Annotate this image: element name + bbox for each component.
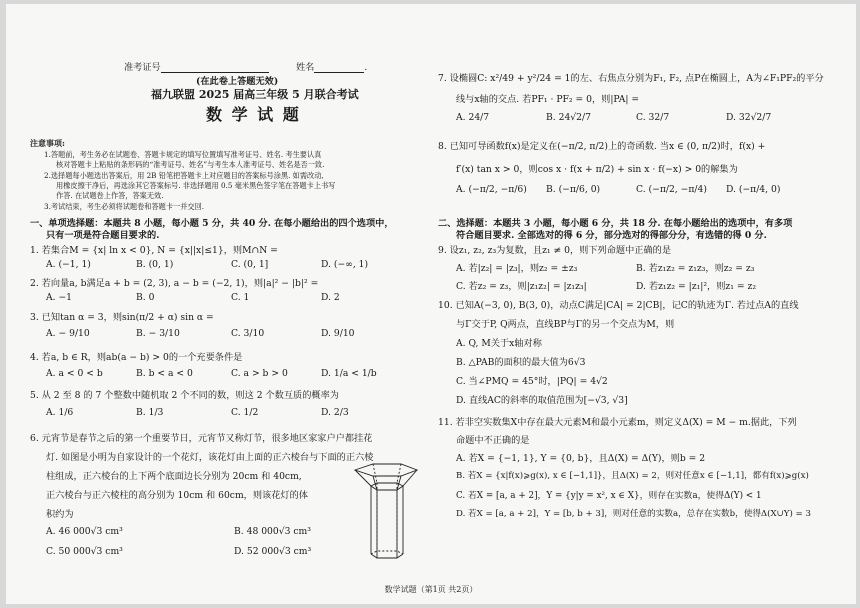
q8-option-b[interactable]: B. (−π/6, 0)	[546, 184, 601, 195]
q6-option-a[interactable]: A. 46 000√3 cm³	[46, 526, 123, 537]
q7-option-d[interactable]: D. 32√2/7	[726, 112, 772, 123]
name-row: 姓名 .	[296, 62, 368, 73]
question-10-line2: 与Γ交于P, Q两点，直线BP与Γ的另一个交点为M，则	[456, 319, 675, 330]
section2-title: 二、选择题：本题共 3 小题，每小题 6 分，共 18 分. 在每小题给出的选项中，有多项	[438, 218, 793, 229]
q11-option-c[interactable]: C. 若X = [a, a + 2]，Y = {y|y = x², x ∈ X}，则存在实数a，使得Δ(Y) < 1	[456, 491, 762, 501]
q9-option-d[interactable]: D. 若z₁z₂ = |z₁|²，则z₁ = z₂	[636, 281, 757, 292]
lantern-figure	[351, 462, 421, 567]
note-line: 1.答题前，考生务必在试题卷、答题卡规定的填写位置填写准考证号、姓名. 考生要认真	[44, 150, 322, 159]
question-6-line: 柱组成，正六棱台的上下两个底面边长分别为 20cm 和 40cm,	[46, 471, 302, 482]
q4-option-b[interactable]: B. b < a < 0	[136, 368, 193, 379]
q10-option-a[interactable]: A. Q, M关于x轴对称	[456, 338, 542, 349]
q7-option-c[interactable]: C. 32/7	[636, 112, 670, 123]
question-5-stem: 5. 从 2 至 8 的 7 个整数中随机取 2 个不同的数，则这 2 个数互质的概率为	[30, 390, 339, 401]
note-line: 用橡皮擦干净后，再选涂其它答案标号. 非选择题用 0.5 毫米黑色签字笔在答题卡上书写	[56, 181, 336, 190]
q2-option-c[interactable]: C. 1	[231, 292, 250, 303]
admission-number-row	[124, 59, 269, 73]
q7-option-b[interactable]: B. 24√2/7	[546, 112, 591, 123]
section1-title-2: 只有一项是符合题目要求的.	[46, 230, 160, 241]
q6-option-b[interactable]: B. 48 000√3 cm³	[234, 526, 311, 537]
q10-option-b[interactable]: B. △PAB的面积的最大值为6√3	[456, 357, 586, 368]
exam-title: 福九联盟 2025 届高三年级 5 月联合考试	[151, 88, 359, 101]
question-8-line2: f′(x) tan x > 0，则cos x · f(x + π/2) + sin x · f(−x) > 0的解集为	[456, 164, 738, 175]
note-line: 作答. 在试题卷上作答，答案无效.	[56, 191, 164, 200]
note-line: 3.考试结束，考生必须将试题卷和答题卡一并交回.	[44, 202, 205, 211]
q1-option-d[interactable]: D. (−∞, 1)	[321, 259, 369, 270]
question-4-stem: 4. 若a, b ∈ R，则ab(a − b) > 0的一个充要条件是	[30, 352, 243, 363]
q11-option-a[interactable]: A. 若X = {−1, 1}, Y = {0, b}，且Δ(X) = Δ(Y)，则b = 2	[456, 453, 706, 464]
q1-option-c[interactable]: C. (0, 1]	[231, 259, 269, 270]
q5-option-b[interactable]: B. 1/3	[136, 407, 164, 418]
q8-option-a[interactable]: A. (−π/2, −π/6)	[456, 184, 527, 195]
question-10-line1: 10. 已知A(−3, 0), B(3, 0)，动点C满足|CA| = 2|CB|，记C的轨迹为Γ. 若过点A的直线	[438, 300, 799, 311]
q8-option-c[interactable]: C. (−π/2, −π/4)	[636, 184, 707, 195]
q8-option-d[interactable]: D. (−π/4, 0)	[726, 184, 781, 195]
section1-title: 一、单项选择题：本题共 8 小题，每小题 5 分，共 40 分. 在每小题给出的四个选项中，	[30, 218, 394, 229]
question-6-line: 灯. 如图是小明为自家设计的一个花灯，该花灯由上面的正六棱台与下面的正六棱	[46, 452, 374, 463]
q3-option-d[interactable]: D. 9/10	[321, 328, 355, 339]
question-9-stem: 9. 设z₁, z₂, z₃为复数，且z₁ ≠ 0，则下列命题中正确的是	[438, 245, 672, 256]
q7-option-a[interactable]: A. 24/7	[456, 112, 490, 123]
question-6-line: 6. 元宵节是春节之后的第一个重要节日，元宵节又称灯节，很多地区家家户户都挂花	[30, 433, 373, 444]
exam-paper-page	[6, 4, 856, 604]
warning-text: (在此卷上答题无效)	[196, 76, 279, 87]
question-1-stem: 1. 若集合M = {x| ln x < 0}, N = {x||x|≤1}，则M∩N =	[30, 245, 278, 256]
question-3-stem: 3. 已知tan α = 3，则sin(π/2 + α) sin α =	[30, 312, 214, 323]
q10-option-c[interactable]: C. 当∠PMQ = 45°时，|PQ| = 4√2	[456, 376, 608, 387]
subject-title: 数 学 试 题	[206, 105, 301, 124]
question-8-line1: 8. 已知可导函数f(x)是定义在(−π/2, π/2)上的奇函数. 当x ∈ (0, π/2)时，f(x) +	[438, 141, 766, 152]
admission-label: 准考证号	[124, 62, 161, 73]
lantern-top-face	[355, 464, 417, 476]
question-7-line2: 线与x轴的交点. 若PF₁ · PF₂ = 0，则|PA| =	[456, 94, 640, 105]
q2-option-a[interactable]: A. −1	[46, 292, 73, 303]
question-11-line2: 命题中不正确的是	[456, 435, 530, 446]
q9-option-a[interactable]: A. 若|z₂| = |z₃|，则z₂ = ±z₃	[456, 263, 578, 274]
q5-option-c[interactable]: C. 1/2	[231, 407, 259, 418]
q3-option-a[interactable]: A. − 9/10	[46, 328, 90, 339]
q1-option-b[interactable]: B. (0, 1)	[136, 259, 174, 270]
question-7-line1: 7. 设椭圆C: x²/49 + y²/24 = 1的左、右焦点分别为F₁, F₂, 点P在椭圆上，A为∠F₁PF₂的平分	[438, 73, 824, 84]
notes-title: 注意事项:	[30, 138, 65, 148]
q1-option-a[interactable]: A. (−1, 1)	[46, 259, 91, 270]
q4-option-d[interactable]: D. 1/a < 1/b	[321, 368, 377, 379]
q3-option-c[interactable]: C. 3/10	[231, 328, 265, 339]
q5-option-a[interactable]: A. 1/6	[46, 407, 74, 418]
name-blank	[314, 72, 364, 73]
q4-option-c[interactable]: C. a > b > 0	[231, 368, 288, 379]
question-6-line: 正六棱台与正六棱柱的高分别为 10cm 和 60cm，则该花灯的体	[46, 490, 308, 501]
q6-option-c[interactable]: C. 50 000√3 cm³	[46, 546, 123, 557]
q9-option-b[interactable]: B. 若z₁z₂ = z₁z₃，则z₂ = z₃	[636, 263, 755, 274]
q4-option-a[interactable]: A. a < 0 < b	[46, 368, 103, 379]
question-2-stem: 2. 若向量a, b满足a + b = (2, 3), a − b = (−2, 1)，则|a|² − |b|² =	[30, 278, 319, 289]
section2-title-2: 符合题目要求. 全部选对的得 6 分，部分选对的得部分分，有选错的得 0 分.	[456, 230, 767, 241]
q10-option-d[interactable]: D. 直线AC的斜率的取值范围为[−√3, √3]	[456, 395, 628, 406]
page-footer: 数学试题（第1页 共2页）	[384, 585, 478, 594]
q9-option-c[interactable]: C. 若z₂ = z₃，则|z₁z₂| = |z₁z₃|	[456, 281, 587, 292]
q2-option-b[interactable]: B. 0	[136, 292, 155, 303]
q3-option-b[interactable]: B. − 3/10	[136, 328, 180, 339]
q6-option-d[interactable]: D. 52 000√3 cm³	[234, 546, 312, 557]
q11-option-d[interactable]: D. 若X = [a, a + 2]，Y = [b, b + 3]，则对任意的实数a，总存在实数b，使得Δ(X∪Y) = 3	[456, 509, 811, 519]
note-line: 2.选择题每小题选出答案后，用 2B 铅笔把答题卡上对应题目的答案标号涂黑. 如需改动,	[44, 171, 324, 180]
q2-option-d[interactable]: D. 2	[321, 292, 340, 303]
question-11-line1: 11. 若非空实数集X中存在最大元素M和最小元素m，则定义Δ(X) = M − m.据此，下列	[438, 417, 797, 428]
name-label: 姓名	[296, 62, 315, 73]
q5-option-d[interactable]: D. 2/3	[321, 407, 349, 418]
question-6-line: 积约为	[46, 509, 74, 520]
q11-option-b[interactable]: B. 若X = {x|f(x)⩾g(x), x ∈ [−1,1]}，且Δ(X) = 2，则对任意x ∈ [−1,1]，都有f(x)⩾g(x)	[456, 471, 809, 481]
note-line: 核对答题卡上粘贴的条形码的“准考证号、姓名”与考生本人准考证号、姓名是否一致.	[56, 160, 325, 169]
